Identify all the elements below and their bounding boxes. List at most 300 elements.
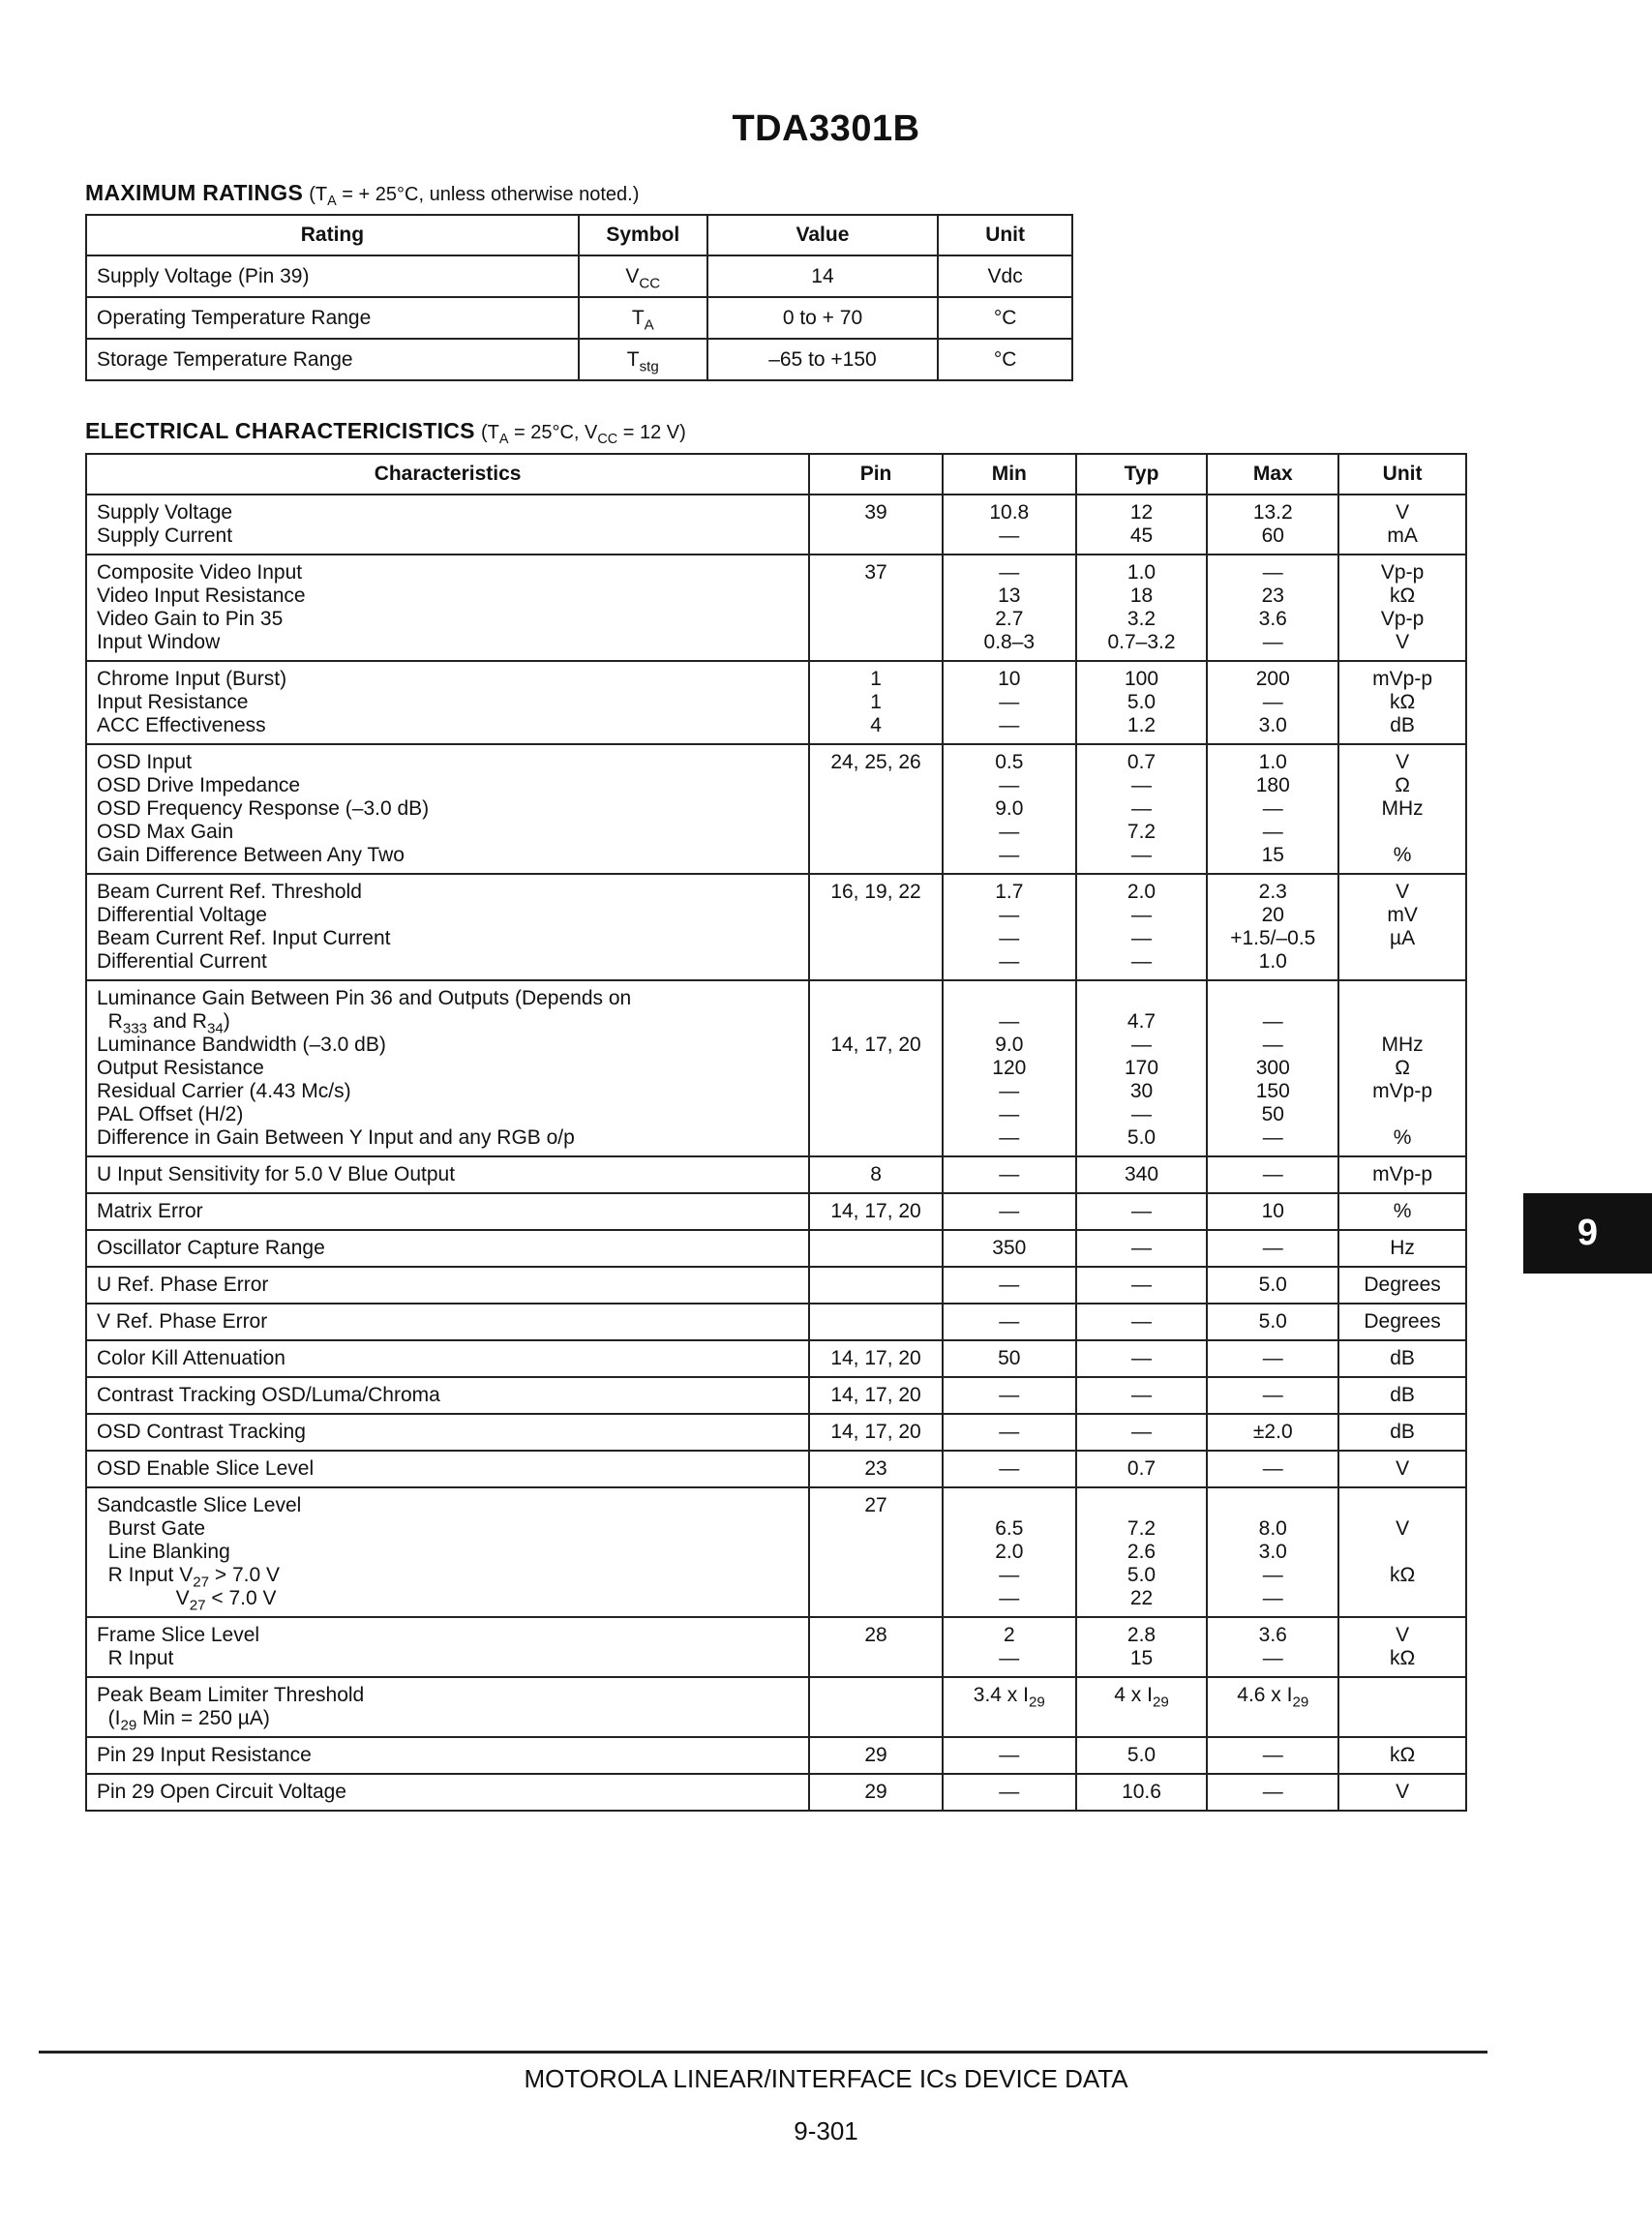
electrical-condition: ($T_A = 25^\circ C$, $V_{CC} = 12$ V) bbox=[480, 422, 686, 448]
cell-typ bbox=[1076, 744, 1208, 874]
cell-line: 1.7 bbox=[995, 881, 1024, 903]
cell-line: 14, 17, 20 bbox=[830, 1034, 921, 1056]
cell-line: Video Gain to Pin 35 bbox=[97, 608, 284, 630]
cell-line: 5.0 bbox=[1126, 1744, 1156, 1766]
cell-line bbox=[814, 1707, 938, 1730]
cell-line: 2.6 bbox=[1126, 1541, 1156, 1563]
cell-line: mVp-p bbox=[1372, 668, 1433, 690]
cell-min bbox=[943, 1451, 1076, 1487]
cell-min bbox=[943, 1156, 1076, 1193]
cell-line bbox=[814, 774, 938, 797]
cell-line bbox=[814, 1080, 938, 1103]
cell-line bbox=[814, 608, 938, 631]
cell-line: 23 bbox=[864, 1457, 887, 1480]
cell-line: Supply Voltage bbox=[97, 501, 233, 524]
cell-line: 45 bbox=[1129, 525, 1154, 547]
cell-min bbox=[943, 744, 1076, 874]
cell-max bbox=[1207, 1267, 1338, 1304]
cell-max bbox=[1207, 1774, 1338, 1811]
cell-line bbox=[814, 987, 938, 1010]
cell-unit bbox=[1338, 495, 1466, 555]
electrical-characteristics-table bbox=[85, 453, 1467, 1812]
cell-typ bbox=[1076, 1414, 1208, 1451]
cell-pin bbox=[809, 1451, 943, 1487]
column-header-char: Characteristics bbox=[86, 454, 809, 495]
cell-pin bbox=[809, 1193, 943, 1230]
cell-char bbox=[86, 1267, 809, 1304]
cell-line: 1.0 bbox=[1258, 950, 1287, 973]
cell-unit: °C bbox=[938, 339, 1072, 380]
cell-line: MHz bbox=[1381, 1034, 1424, 1056]
cell-line: — bbox=[1131, 904, 1153, 926]
cell-line: Composite Video Input bbox=[97, 561, 303, 584]
cell-max bbox=[1207, 495, 1338, 555]
cell-unit bbox=[1338, 1304, 1466, 1340]
cell-line: — bbox=[1262, 797, 1283, 820]
cell-line: kΩ bbox=[1389, 1564, 1416, 1586]
cell-line bbox=[814, 1057, 938, 1080]
cell-char bbox=[86, 1156, 809, 1193]
cell-line bbox=[947, 987, 1071, 1010]
cell-line: ($I_{29}$ Min = 250 µA) bbox=[97, 1707, 270, 1734]
cell-line: Hz bbox=[1390, 1237, 1415, 1259]
cell-line bbox=[1343, 950, 1461, 974]
cell-line: 120 bbox=[992, 1057, 1027, 1079]
cell-typ bbox=[1076, 1677, 1208, 1737]
cell-line bbox=[814, 904, 938, 927]
cell-line: — bbox=[1262, 1163, 1283, 1185]
table-row bbox=[86, 980, 1466, 1156]
cell-unit bbox=[1338, 1267, 1466, 1304]
cell-min bbox=[943, 1414, 1076, 1451]
cell-line: $V_{27} < 7.0$ V bbox=[97, 1587, 277, 1614]
cell-min bbox=[943, 1487, 1076, 1617]
max-ratings-title: MAXIMUM RATINGS bbox=[85, 180, 304, 205]
cell-unit: Vdc bbox=[938, 255, 1072, 297]
cell-line: 4.6 x $I_{29}$ bbox=[1237, 1684, 1309, 1711]
cell-line: 3.6 bbox=[1258, 608, 1287, 630]
cell-line bbox=[947, 1707, 1071, 1730]
cell-line: 200 bbox=[1255, 668, 1290, 690]
cell-line: — bbox=[999, 1163, 1020, 1185]
cell-line: 20 bbox=[1261, 904, 1284, 926]
cell-line: — bbox=[999, 1310, 1020, 1333]
table-row bbox=[86, 874, 1466, 980]
footer-publisher: MOTOROLA LINEAR/INTERFACE ICs DEVICE DATA bbox=[524, 2064, 1128, 2093]
cell-line: $R_{333}$ and $R_{34}$) bbox=[97, 1010, 230, 1037]
cell-min bbox=[943, 1340, 1076, 1377]
cell-line: 4.7 bbox=[1126, 1010, 1156, 1033]
table-row bbox=[86, 1617, 1466, 1677]
max-ratings-heading bbox=[85, 180, 640, 210]
cell-line bbox=[1343, 821, 1461, 844]
column-header-rating: Rating bbox=[86, 215, 579, 255]
cell-unit bbox=[1338, 1193, 1466, 1230]
cell-line: 0.8–3 bbox=[983, 631, 1036, 653]
cell-line: — bbox=[999, 561, 1020, 584]
cell-max bbox=[1207, 1487, 1338, 1617]
table-row bbox=[86, 555, 1466, 661]
cell-line: OSD Contrast Tracking bbox=[97, 1421, 306, 1443]
cell-line: — bbox=[1131, 797, 1153, 820]
cell-line: 12 bbox=[1129, 501, 1154, 524]
cell-min bbox=[943, 1230, 1076, 1267]
cell-line: — bbox=[1262, 1384, 1283, 1406]
cell-pin bbox=[809, 495, 943, 555]
cell-line: — bbox=[999, 844, 1020, 866]
cell-line: 50 bbox=[998, 1347, 1021, 1369]
cell-line: 9.0 bbox=[995, 797, 1024, 820]
cell-line: 1.2 bbox=[1126, 714, 1156, 736]
cell-char bbox=[86, 1737, 809, 1774]
table-row bbox=[86, 1304, 1466, 1340]
page-title: TDA3301B bbox=[732, 108, 920, 149]
cell-line: — bbox=[1262, 1457, 1283, 1480]
cell-unit bbox=[1338, 1737, 1466, 1774]
cell-line: V bbox=[1396, 1457, 1410, 1480]
cell-line bbox=[1081, 1707, 1203, 1730]
cell-line: Matrix Error bbox=[97, 1200, 203, 1222]
cell-unit bbox=[1338, 555, 1466, 661]
cell-line: Video Input Resistance bbox=[97, 585, 306, 607]
cell-line: 1.0 bbox=[1258, 751, 1287, 773]
cell-pin bbox=[809, 1487, 943, 1617]
cell-char bbox=[86, 1377, 809, 1414]
cell-line: 16, 19, 22 bbox=[830, 881, 921, 903]
cell-line: Gain Difference Between Any Two bbox=[97, 844, 405, 866]
cell-char bbox=[86, 1193, 809, 1230]
cell-line bbox=[814, 1647, 938, 1670]
cell-line: 4 x $I_{29}$ bbox=[1114, 1684, 1169, 1711]
cell-line: 5.0 bbox=[1126, 1126, 1156, 1149]
cell-typ bbox=[1076, 555, 1208, 661]
table-row bbox=[86, 744, 1466, 874]
cell-max bbox=[1207, 555, 1338, 661]
cell-line: — bbox=[1131, 1034, 1153, 1056]
cell-line: 170 bbox=[1124, 1057, 1159, 1079]
cell-char bbox=[86, 1451, 809, 1487]
cell-line bbox=[814, 927, 938, 950]
cell-line: V bbox=[1396, 881, 1410, 903]
cell-max bbox=[1207, 661, 1338, 744]
table-row bbox=[86, 1156, 1466, 1193]
cell-max bbox=[1207, 1414, 1338, 1451]
cell-char bbox=[86, 744, 809, 874]
cell-line: — bbox=[999, 525, 1020, 547]
cell-line: 50 bbox=[1261, 1103, 1284, 1125]
cell-line: — bbox=[1262, 1034, 1283, 1056]
cell-line: 5.0 bbox=[1258, 1310, 1287, 1333]
cell-line: R Input bbox=[97, 1647, 174, 1669]
cell-line: 1 bbox=[870, 668, 882, 690]
cell-line: 5.0 bbox=[1126, 691, 1156, 713]
cell-line: 13.2 bbox=[1252, 501, 1293, 524]
cell-pin bbox=[809, 1230, 943, 1267]
cell-line: Sandcastle Slice Level bbox=[97, 1494, 302, 1516]
cell-line: kΩ bbox=[1389, 1744, 1416, 1766]
cell-line bbox=[1343, 1684, 1461, 1707]
cell-line: 14, 17, 20 bbox=[830, 1347, 921, 1369]
cell-line: OSD Frequency Response (–3.0 dB) bbox=[97, 797, 430, 820]
cell-line: — bbox=[1131, 1237, 1153, 1259]
cell-line: Ω bbox=[1395, 1057, 1410, 1079]
cell-line: 5.0 bbox=[1258, 1274, 1287, 1296]
cell-unit: °C bbox=[938, 297, 1072, 339]
cell-line: 15 bbox=[1129, 1647, 1154, 1669]
cell-line: 27 bbox=[864, 1494, 887, 1516]
cell-line: 14, 17, 20 bbox=[830, 1384, 921, 1406]
cell-line: — bbox=[1262, 1237, 1283, 1259]
cell-line: Differential Current bbox=[97, 950, 267, 973]
cell-line: — bbox=[999, 1274, 1020, 1296]
table-row bbox=[86, 1414, 1466, 1451]
cell-line: 14, 17, 20 bbox=[830, 1421, 921, 1443]
cell-char bbox=[86, 874, 809, 980]
cell-unit bbox=[1338, 874, 1466, 980]
table-row bbox=[86, 339, 1072, 380]
cell-line: 10.8 bbox=[989, 501, 1030, 524]
column-header-typ: Typ bbox=[1076, 454, 1208, 495]
cell-line: 340 bbox=[1124, 1163, 1159, 1185]
cell-line bbox=[1343, 1587, 1461, 1610]
cell-typ bbox=[1076, 1774, 1208, 1811]
cell-min bbox=[943, 495, 1076, 555]
cell-line: Luminance Bandwidth (–3.0 dB) bbox=[97, 1034, 386, 1056]
cell-line: — bbox=[999, 1126, 1020, 1149]
cell-char bbox=[86, 1230, 809, 1267]
cell-char bbox=[86, 1304, 809, 1340]
cell-line: mVp-p bbox=[1372, 1080, 1433, 1102]
cell-line: mV bbox=[1387, 904, 1418, 926]
cell-line: V bbox=[1396, 1624, 1410, 1646]
cell-line: V bbox=[1396, 1517, 1410, 1540]
cell-pin bbox=[809, 1737, 943, 1774]
cell-line: U Ref. Phase Error bbox=[97, 1274, 269, 1296]
cell-line bbox=[814, 1310, 938, 1334]
cell-min bbox=[943, 555, 1076, 661]
cell-line: — bbox=[1131, 950, 1153, 973]
cell-pin bbox=[809, 1774, 943, 1811]
cell-line: — bbox=[999, 904, 1020, 926]
cell-line: Luminance Gain Between Pin 36 and Outputs (Depends on bbox=[97, 987, 632, 1009]
cell-line: 60 bbox=[1261, 525, 1284, 547]
cell-line bbox=[814, 844, 938, 867]
electrical-title: ELECTRICAL CHARACTERICISTICS bbox=[85, 418, 475, 443]
cell-unit bbox=[1338, 980, 1466, 1156]
cell-line: — bbox=[1262, 631, 1283, 653]
cell-line: 29 bbox=[864, 1781, 887, 1803]
cell-line: 5.0 bbox=[1126, 1564, 1156, 1586]
cell-min bbox=[943, 1193, 1076, 1230]
cell-max bbox=[1207, 1340, 1338, 1377]
cell-line: 0.5 bbox=[995, 751, 1024, 773]
cell-max bbox=[1207, 1737, 1338, 1774]
cell-line: Frame Slice Level bbox=[97, 1624, 260, 1646]
cell-min bbox=[943, 1267, 1076, 1304]
cell-line: Supply Current bbox=[97, 525, 233, 547]
cell-typ bbox=[1076, 1230, 1208, 1267]
cell-line bbox=[1343, 1103, 1461, 1126]
cell-typ bbox=[1076, 1267, 1208, 1304]
cell-line bbox=[814, 1274, 938, 1297]
cell-line: — bbox=[999, 1744, 1020, 1766]
cell-typ bbox=[1076, 1377, 1208, 1414]
cell-line: 14, 17, 20 bbox=[830, 1200, 921, 1222]
cell-pin bbox=[809, 1677, 943, 1737]
cell-line: 350 bbox=[992, 1237, 1027, 1259]
table-row bbox=[86, 661, 1466, 744]
cell-line: 2.8 bbox=[1126, 1624, 1156, 1646]
cell-typ bbox=[1076, 1304, 1208, 1340]
cell-symbol: $T_{stg}$ bbox=[579, 339, 707, 380]
cell-line: — bbox=[999, 691, 1020, 713]
cell-line: Peak Beam Limiter Threshold bbox=[97, 1684, 365, 1706]
cell-unit bbox=[1338, 1230, 1466, 1267]
cell-line bbox=[814, 1587, 938, 1610]
cell-line: 150 bbox=[1255, 1080, 1290, 1102]
cell-max bbox=[1207, 1617, 1338, 1677]
cell-unit bbox=[1338, 661, 1466, 744]
cell-unit bbox=[1338, 744, 1466, 874]
cell-line: 37 bbox=[864, 561, 887, 584]
cell-max bbox=[1207, 1677, 1338, 1737]
cell-char bbox=[86, 1414, 809, 1451]
cell-line bbox=[1212, 1707, 1334, 1730]
cell-line: Residual Carrier (4.43 Mc/s) bbox=[97, 1080, 351, 1102]
cell-line: — bbox=[1262, 821, 1283, 843]
column-header-unit: Unit bbox=[938, 215, 1072, 255]
cell-line: 2.3 bbox=[1258, 881, 1287, 903]
cell-line: — bbox=[1131, 1310, 1153, 1333]
cell-line: Input Resistance bbox=[97, 691, 249, 713]
column-header-symbol: Symbol bbox=[579, 215, 707, 255]
cell-line: % bbox=[1393, 844, 1412, 866]
cell-max bbox=[1207, 744, 1338, 874]
cell-line: Ω bbox=[1395, 774, 1410, 796]
cell-line: dB bbox=[1390, 714, 1415, 736]
cell-line: R Input $V_{27} > 7.0$ V bbox=[97, 1564, 280, 1591]
cell-rating: Supply Voltage (Pin 39) bbox=[86, 255, 579, 297]
cell-min bbox=[943, 661, 1076, 744]
cell-symbol: $T_A$ bbox=[579, 297, 707, 339]
cell-line: Output Resistance bbox=[97, 1057, 264, 1079]
cell-line: 29 bbox=[864, 1744, 887, 1766]
cell-line bbox=[814, 1684, 938, 1707]
cell-rating: Storage Temperature Range bbox=[86, 339, 579, 380]
cell-line: — bbox=[999, 774, 1020, 796]
cell-line: dB bbox=[1390, 1421, 1415, 1443]
cell-line: OSD Drive Impedance bbox=[97, 774, 301, 796]
cell-line: µA bbox=[1390, 927, 1416, 949]
cell-line: — bbox=[999, 1010, 1020, 1033]
cell-line: — bbox=[1262, 1781, 1283, 1803]
cell-line bbox=[947, 1494, 1071, 1517]
cell-typ bbox=[1076, 1156, 1208, 1193]
cell-line: 24, 25, 26 bbox=[830, 751, 921, 773]
column-header-unit: Unit bbox=[1338, 454, 1466, 495]
cell-line: — bbox=[1131, 774, 1153, 796]
cell-rating: Operating Temperature Range bbox=[86, 297, 579, 339]
cell-min bbox=[943, 1677, 1076, 1737]
cell-min bbox=[943, 980, 1076, 1156]
cell-unit bbox=[1338, 1677, 1466, 1737]
cell-line: V bbox=[1396, 751, 1410, 773]
cell-line: — bbox=[1131, 1347, 1153, 1369]
table-row bbox=[86, 1267, 1466, 1304]
cell-line: 3.6 bbox=[1258, 1624, 1287, 1646]
cell-line bbox=[814, 1237, 938, 1260]
cell-line: 1 bbox=[870, 691, 882, 713]
cell-line: OSD Max Gain bbox=[97, 821, 234, 843]
cell-line: — bbox=[999, 1080, 1020, 1102]
cell-line: — bbox=[1262, 561, 1283, 584]
cell-line: Contrast Tracking OSD/Luma/Chroma bbox=[97, 1384, 440, 1406]
cell-line bbox=[1081, 987, 1203, 1010]
cell-typ bbox=[1076, 1617, 1208, 1677]
table-row bbox=[86, 1377, 1466, 1414]
cell-line: — bbox=[999, 950, 1020, 973]
cell-line: 7.2 bbox=[1126, 1517, 1156, 1540]
cell-pin bbox=[809, 661, 943, 744]
cell-line: — bbox=[999, 1384, 1020, 1406]
cell-line: 22 bbox=[1129, 1587, 1154, 1609]
cell-pin bbox=[809, 555, 943, 661]
table-row bbox=[86, 1230, 1466, 1267]
electrical-heading bbox=[85, 418, 686, 448]
cell-line: — bbox=[999, 1200, 1020, 1222]
cell-line: — bbox=[999, 1103, 1020, 1125]
cell-max bbox=[1207, 980, 1338, 1156]
cell-char bbox=[86, 1774, 809, 1811]
cell-line: kΩ bbox=[1389, 1647, 1416, 1669]
cell-char bbox=[86, 1487, 809, 1617]
cell-max bbox=[1207, 1451, 1338, 1487]
cell-line: ±2.0 bbox=[1252, 1421, 1293, 1443]
cell-line bbox=[1343, 1707, 1461, 1730]
cell-value: 14 bbox=[707, 255, 938, 297]
cell-line: — bbox=[1131, 1421, 1153, 1443]
cell-line bbox=[1343, 987, 1461, 1010]
cell-line: — bbox=[999, 1781, 1020, 1803]
cell-unit bbox=[1338, 1156, 1466, 1193]
cell-line bbox=[1212, 1494, 1334, 1517]
footer-rule bbox=[39, 2051, 1487, 2054]
cell-line: — bbox=[1262, 1744, 1283, 1766]
cell-line: Difference in Gain Between Y Input and any RGB o/p bbox=[97, 1126, 575, 1149]
cell-line: 100 bbox=[1124, 668, 1159, 690]
cell-line: 0.7 bbox=[1126, 751, 1156, 773]
cell-typ bbox=[1076, 661, 1208, 744]
cell-typ bbox=[1076, 980, 1208, 1156]
cell-line: 1.0 bbox=[1126, 561, 1156, 584]
cell-line: 180 bbox=[1255, 774, 1290, 796]
cell-line: — bbox=[999, 1421, 1020, 1443]
cell-line: Degrees bbox=[1364, 1310, 1441, 1333]
cell-line bbox=[1081, 1494, 1203, 1517]
cell-line: V bbox=[1396, 1781, 1410, 1803]
cell-line: — bbox=[999, 1587, 1020, 1609]
cell-char bbox=[86, 495, 809, 555]
cell-line bbox=[814, 1541, 938, 1564]
cell-line bbox=[814, 631, 938, 654]
cell-line: 0.7 bbox=[1126, 1457, 1156, 1480]
cell-line: 0.7–3.2 bbox=[1107, 631, 1176, 653]
cell-line: 2.0 bbox=[995, 1541, 1024, 1563]
cell-line: 7.2 bbox=[1126, 821, 1156, 843]
cell-line: 28 bbox=[864, 1624, 887, 1646]
table-row bbox=[86, 1451, 1466, 1487]
cell-line: 15 bbox=[1261, 844, 1284, 866]
